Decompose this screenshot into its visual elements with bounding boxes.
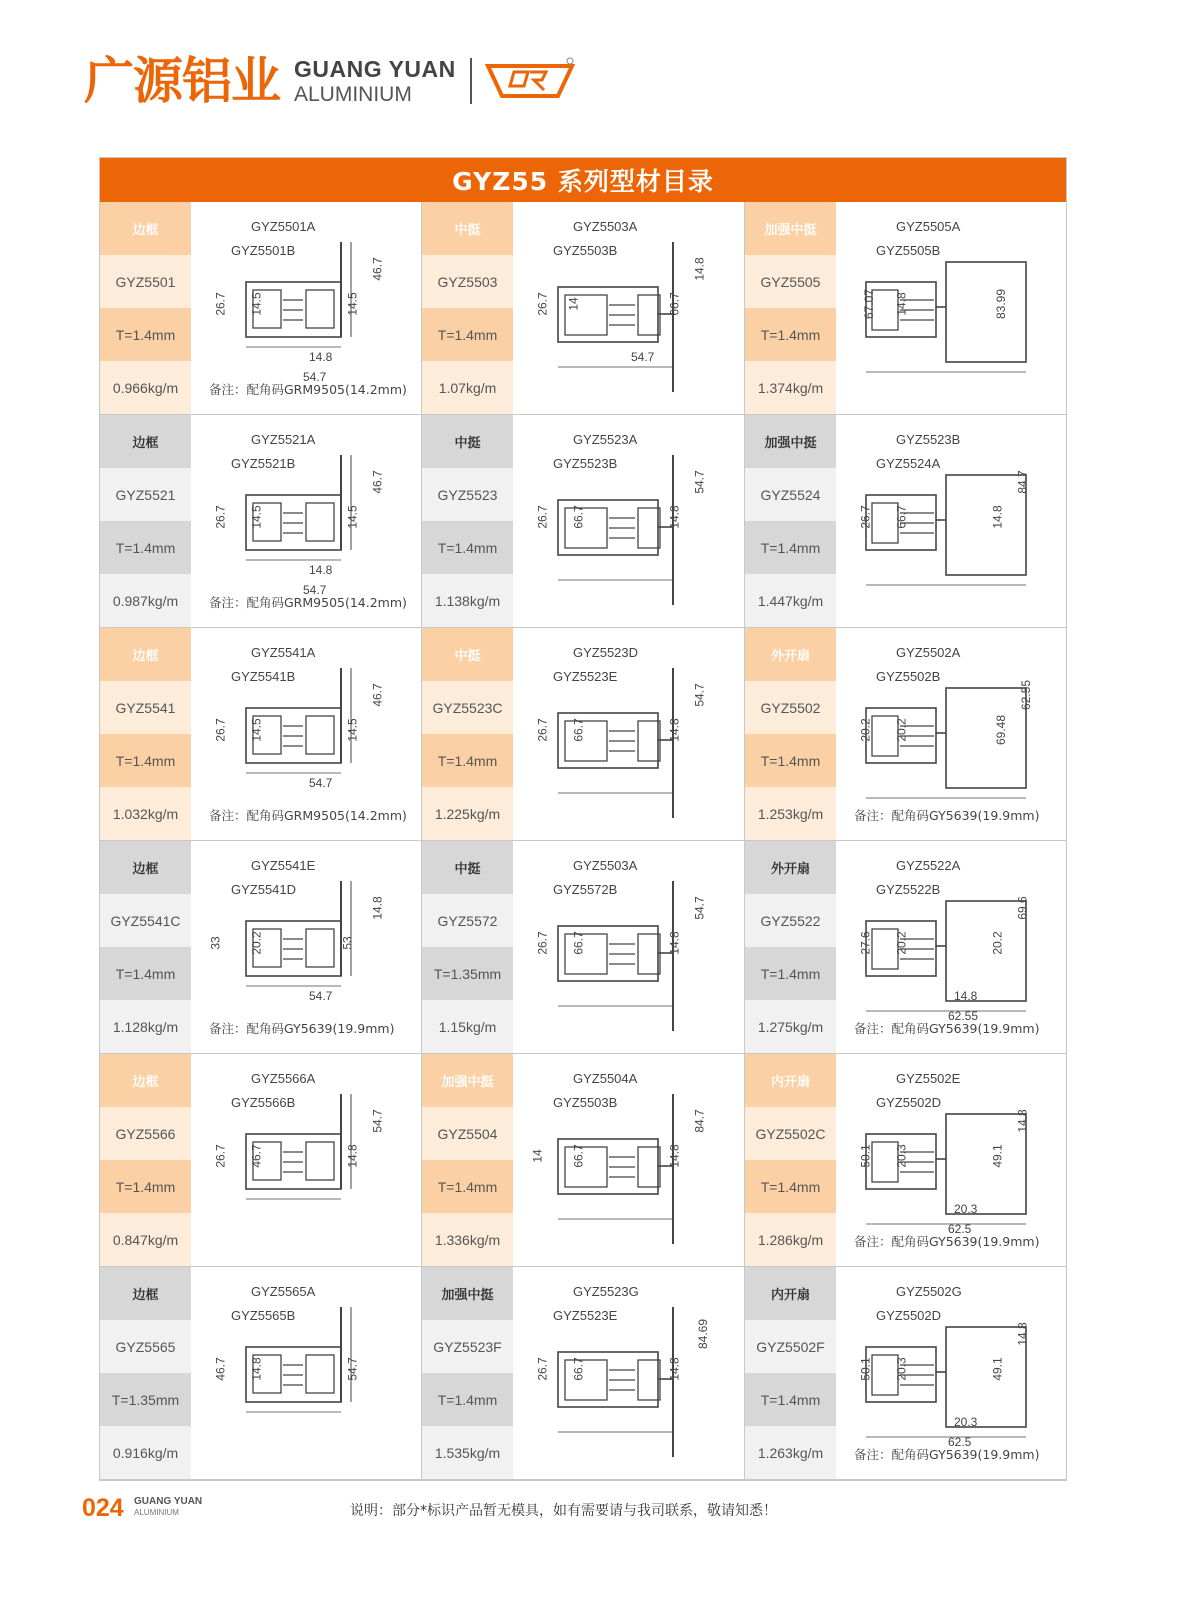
profile-note: 备注：配角码GY5639(19.9mm) [854,1447,1040,1462]
dimension-label: 26.7 [213,718,228,742]
profile-drawing-area [191,202,421,414]
profile-code-a: GYZ5523G [573,1284,639,1299]
profile-thickness: T=1.4mm [745,947,836,1000]
dimension-label: 62.55 [948,1009,979,1023]
dimension-label: 14.8 [345,1144,360,1168]
profile-thickness: T=1.4mm [422,1373,513,1426]
dimension-label: 14.8 [667,1357,682,1381]
dimension-label: 14.5 [345,505,360,529]
dimension-label: 14.8 [370,896,385,920]
catalog-grid [100,202,1066,1480]
dimension-label: 54.7 [692,683,707,707]
dimension-label: 66.7 [571,931,586,955]
profile-info [422,202,513,414]
profile-thickness: T=1.4mm [100,734,191,787]
profile-category: 内开扇 [745,1054,836,1107]
footer-brand-line1: GUANG YUAN [134,1496,203,1507]
profile-model: GYZ5502F [745,1320,836,1373]
profile-weight: 1.336kg/m [422,1213,513,1266]
profile-weight: 1.253kg/m [745,787,836,840]
profile-info [100,415,191,627]
profile-model: GYZ5505 [745,255,836,308]
profile-cell [422,415,745,628]
profile-info [100,202,191,414]
profile-info [100,1267,191,1479]
profile-code-a: GYZ5502A [896,645,961,660]
profile-info [745,1054,836,1266]
profile-cell [745,841,1066,1054]
profile-drawing-area [836,1054,1066,1266]
profile-model: GYZ5521 [100,468,191,521]
profile-drawing-area [513,1267,744,1479]
profile-cell [100,202,422,415]
profile-thickness: T=1.4mm [100,947,191,1000]
profile-code-b: GYZ5541D [231,882,297,897]
profile-weight: 1.447kg/m [745,574,836,627]
dimension-label: 50.1 [858,1357,873,1381]
dimension-label: 26.7 [213,505,228,529]
dimension-label: 54.7 [631,350,655,364]
profile-model: GYZ5503 [422,255,513,308]
profile-note: 备注：配角码GRM9505(14.2mm) [209,595,407,610]
dimension-label: 14.8 [309,350,333,364]
profile-code-b: GYZ5502D [876,1095,942,1110]
profile-info [100,628,191,840]
profile-code-b: GYZ5502D [876,1308,942,1323]
profile-model: GYZ5565 [100,1320,191,1373]
dimension-label: 54.7 [692,896,707,920]
profile-code-b: GYZ5523E [553,669,618,684]
profile-drawing-area [513,1054,744,1266]
profile-info [745,841,836,1053]
profile-weight: 1.275kg/m [745,1000,836,1053]
profile-thickness: T=1.4mm [100,308,191,361]
dimension-label: 66.7 [667,292,682,316]
dimension-label: 14 [566,297,581,311]
dimension-label: 54.7 [303,583,327,597]
catalog-title: GYZ55 系列型材目录 [100,158,1066,202]
profile-category: 边框 [100,628,191,681]
profile-weight: 1.138kg/m [422,574,513,627]
profile-cell [422,1054,745,1267]
dimension-label: 66.7 [894,505,909,529]
dimension-label: 46.7 [370,470,385,494]
profile-thickness: T=1.4mm [422,521,513,574]
profile-code-b: GYZ5565B [231,1308,296,1323]
profile-category: 加强中挺 [422,1054,513,1107]
dimension-label: 26.7 [213,1144,228,1168]
profile-code-b: GYZ5521B [231,456,296,471]
profile-category: 中挺 [422,841,513,894]
profile-info [745,415,836,627]
profile-note: 备注：配角码GY5639(19.9mm) [854,808,1040,823]
profile-info [422,1054,513,1266]
dimension-label: 69.48 [994,714,1009,746]
page-number: 024 [82,1494,124,1522]
profile-info [422,1267,513,1479]
dimension-label: 49.1 [990,1357,1005,1381]
profile-info [422,628,513,840]
profile-code-a: GYZ5502E [896,1071,961,1086]
profile-code-b: GYZ5524A [876,456,941,471]
dimension-label: 14.8 [1015,1109,1030,1133]
profile-category: 边框 [100,1267,191,1320]
dimension-label: 26.7 [858,505,873,529]
profile-model: GYZ5572 [422,894,513,947]
dimension-label: 14 [530,1149,545,1163]
profile-model: GYZ5541C [100,894,191,947]
profile-cell [422,841,745,1054]
profile-weight: 0.966kg/m [100,361,191,414]
dimension-label: 20.2 [990,931,1005,955]
profile-code-a: GYZ5521A [251,432,316,447]
dimension-label: 46.7 [370,257,385,281]
brand-name-cn: 广源铝业 [84,52,280,110]
profile-cell [422,628,745,841]
profile-note: 备注：配角码GY5639(19.9mm) [854,1234,1040,1249]
profile-drawing-area [513,415,744,627]
profile-cell [745,1267,1066,1480]
profile-thickness: T=1.4mm [745,1373,836,1426]
profile-code-b: GYZ5503B [553,1095,618,1110]
profile-thickness: T=1.4mm [422,734,513,787]
dimension-label: 66.7 [571,1357,586,1381]
profile-info [745,628,836,840]
footer-brand-line2: ALUMINIUM [134,1508,179,1517]
dimension-label: 14.8 [249,1357,264,1381]
profile-drawing-area [836,202,1066,414]
dimension-label: 14.8 [667,931,682,955]
profile-category: 边框 [100,841,191,894]
profile-weight: 1.535kg/m [422,1426,513,1479]
profile-info [422,841,513,1053]
profile-thickness: T=1.4mm [422,308,513,361]
dimension-label: 14.8 [667,505,682,529]
dimension-label: 54.7 [303,370,327,384]
profile-thickness: T=1.35mm [100,1373,191,1426]
profile-category: 中挺 [422,415,513,468]
profile-model: GYZ5522 [745,894,836,947]
profile-code-a: GYZ5523B [896,432,961,447]
dimension-label: 54.7 [370,1109,385,1133]
dimension-label: 26.7 [535,931,550,955]
profile-code-a: GYZ5503A [573,219,638,234]
brand-en-line1: GUANG YUAN [294,55,456,82]
profile-model: GYZ5502 [745,681,836,734]
profile-weight: 1.374kg/m [745,361,836,414]
profile-cell [100,628,422,841]
profile-drawing-area [191,1054,421,1266]
profile-cell [100,415,422,628]
dimension-label: 14.8 [894,292,909,316]
dimension-label: 14.5 [345,718,360,742]
profile-category: 边框 [100,1054,191,1107]
dimension-label: 67.07 [862,288,877,320]
profile-category: 加强中挺 [745,202,836,255]
dimension-label: 54.7 [309,989,333,1003]
profile-model: GYZ5523F [422,1320,513,1373]
profile-drawing-area [191,628,421,840]
dimension-label: 83.99 [994,288,1009,320]
brand-divider [470,58,472,104]
profile-weight: 0.847kg/m [100,1213,191,1266]
dimension-label: 26.7 [535,292,550,316]
profile-info [745,202,836,414]
profile-weight: 1.032kg/m [100,787,191,840]
profile-code-b: GYZ5501B [231,243,296,258]
profile-info [100,1054,191,1266]
profile-thickness: T=1.4mm [100,1160,191,1213]
brand-header [84,50,576,112]
profile-info [745,1267,836,1479]
profile-code-b: GYZ5541B [231,669,296,684]
profile-drawing-area [836,415,1066,627]
dimension-label: 14.5 [249,505,264,529]
profile-code-a: GYZ5565A [251,1284,316,1299]
profile-weight: 1.128kg/m [100,1000,191,1053]
dimension-label: 46.7 [370,683,385,707]
dimension-label: 14.8 [667,1144,682,1168]
dimension-label: 14.8 [667,718,682,742]
profile-thickness: T=1.4mm [100,521,191,574]
brand-name-en [294,55,456,106]
profile-drawing-area [836,1267,1066,1479]
profile-cell [745,202,1066,415]
dimension-label: 14.8 [990,505,1005,529]
dimension-label: 84.7 [692,1109,707,1133]
dimension-label: 27.6 [858,931,873,955]
profile-code-b: GYZ5523E [553,1308,618,1323]
profile-code-b: GYZ5566B [231,1095,296,1110]
profile-code-a: GYZ5566A [251,1071,316,1086]
dimension-label: 20.3 [954,1415,978,1429]
profile-drawing-area [513,628,744,840]
profile-code-a: GYZ5541A [251,645,316,660]
dimension-label: 14.8 [692,257,707,281]
dimension-label: 54.7 [345,1357,360,1381]
profile-note: 备注：配角码GRM9505(14.2mm) [209,382,407,397]
dimension-label: 84.69 [696,1318,711,1350]
dimension-label: 62.5 [948,1435,972,1449]
profile-cell [422,202,745,415]
profile-thickness: T=1.4mm [745,308,836,361]
profile-model: GYZ5566 [100,1107,191,1160]
dimension-label: 62.5 [948,1222,972,1236]
dimension-label: 20.2 [858,718,873,742]
dimension-label: 26.7 [535,1357,550,1381]
profile-code-a: GYZ5504A [573,1071,638,1086]
dimension-label: 84.7 [1015,470,1030,494]
footer-note: 说明：部分*标识产品暂无模具，如有需要请与我司联系，敬请知悉！ [350,1503,777,1519]
profile-code-b: GYZ5572B [553,882,618,897]
dimension-label: 46.7 [213,1357,228,1381]
profile-drawing-area [513,841,744,1053]
dimension-label: 46.7 [249,1144,264,1168]
profile-model: GYZ5502C [745,1107,836,1160]
profile-model: GYZ5504 [422,1107,513,1160]
profile-category: 加强中挺 [745,415,836,468]
profile-model: GYZ5524 [745,468,836,521]
profile-code-a: GYZ5501A [251,219,316,234]
dimension-label: 20.3 [894,1144,909,1168]
profile-catalog-table [99,157,1067,1481]
profile-category: 外开扇 [745,841,836,894]
profile-code-a: GYZ5502G [896,1284,962,1299]
profile-code-a: GYZ5503A [573,858,638,873]
profile-code-b: GYZ5502B [876,669,941,684]
profile-drawing-area [191,841,421,1053]
brand-en-line2: ALUMINIUM [294,82,412,106]
company-logo-icon [484,56,576,106]
profile-category: 内开扇 [745,1267,836,1320]
dimension-label: 53 [340,936,355,950]
dimension-label: 14.8 [309,563,333,577]
profile-category: 边框 [100,415,191,468]
profile-weight: 1.15kg/m [422,1000,513,1053]
dimension-label: 66.7 [571,718,586,742]
dimension-label: 62.55 [1019,679,1034,711]
footer-brand [134,1497,202,1517]
dimension-label: 14.5 [249,292,264,316]
profile-note: 备注：配角码GY5639(19.9mm) [209,1021,395,1036]
dimension-label: 50.1 [858,1144,873,1168]
profile-thickness: T=1.4mm [745,521,836,574]
profile-thickness: T=1.4mm [422,1160,513,1213]
dimension-label: 66.7 [571,1144,586,1168]
profile-weight: 1.07kg/m [422,361,513,414]
dimension-label: 20.3 [894,1357,909,1381]
profile-code-b: GYZ5503B [553,243,618,258]
profile-code-b: GYZ5505B [876,243,941,258]
dimension-label: 26.7 [535,718,550,742]
profile-code-a: GYZ5541E [251,858,316,873]
profile-thickness: T=1.4mm [745,1160,836,1213]
profile-model: GYZ5541 [100,681,191,734]
profile-weight: 0.916kg/m [100,1426,191,1479]
profile-thickness: T=1.35mm [422,947,513,1000]
profile-category: 中挺 [422,202,513,255]
dimension-label: 26.7 [213,292,228,316]
dimension-label: 26.7 [535,505,550,529]
profile-cell [100,1267,422,1480]
dimension-label: 54.7 [692,470,707,494]
profile-drawing-area [836,841,1066,1053]
profile-note: 备注：配角码GRM9505(14.2mm) [209,808,407,823]
dimension-label: 49.1 [990,1144,1005,1168]
profile-cell [100,841,422,1054]
profile-weight: 1.286kg/m [745,1213,836,1266]
profile-cell [745,628,1066,841]
dimension-label: 20.2 [249,931,264,955]
profile-drawing-area [836,628,1066,840]
dimension-label: 66.7 [571,505,586,529]
dimension-label: 14.5 [249,718,264,742]
profile-code-b: GYZ5523B [553,456,618,471]
profile-drawing-area [513,202,744,414]
dimension-label: 33 [208,936,223,950]
profile-category: 外开扇 [745,628,836,681]
profile-thickness: T=1.4mm [745,734,836,787]
profile-code-a: GYZ5523D [573,645,639,660]
profile-drawing-area [191,1267,421,1479]
profile-model: GYZ5501 [100,255,191,308]
profile-cell [422,1267,745,1480]
profile-model: GYZ5523 [422,468,513,521]
dimension-label: 20.3 [954,1202,978,1216]
profile-code-b: GYZ5522B [876,882,941,897]
dimension-label: 20.2 [894,718,909,742]
dimension-label: 14.5 [345,292,360,316]
profile-cell [745,415,1066,628]
dimension-label: 14.8 [1015,1322,1030,1346]
profile-code-a: GYZ5523A [573,432,638,447]
dimension-label: 54.7 [309,776,333,790]
profile-note: 备注：配角码GY5639(19.9mm) [854,1021,1040,1036]
profile-weight: 1.263kg/m [745,1426,836,1479]
profile-category: 中挺 [422,628,513,681]
profile-weight: 0.987kg/m [100,574,191,627]
profile-category: 边框 [100,202,191,255]
dimension-label: 20.2 [894,931,909,955]
profile-code-a: GYZ5522A [896,858,961,873]
profile-info [100,841,191,1053]
profile-info [422,415,513,627]
profile-model: GYZ5523C [422,681,513,734]
profile-cell [745,1054,1066,1267]
profile-code-a: GYZ5505A [896,219,961,234]
dimension-label: 69.6 [1015,896,1030,920]
dimension-label: 14.8 [954,989,978,1003]
profile-drawing-area [191,415,421,627]
profile-category: 加强中挺 [422,1267,513,1320]
profile-weight: 1.225kg/m [422,787,513,840]
profile-cell [100,1054,422,1267]
